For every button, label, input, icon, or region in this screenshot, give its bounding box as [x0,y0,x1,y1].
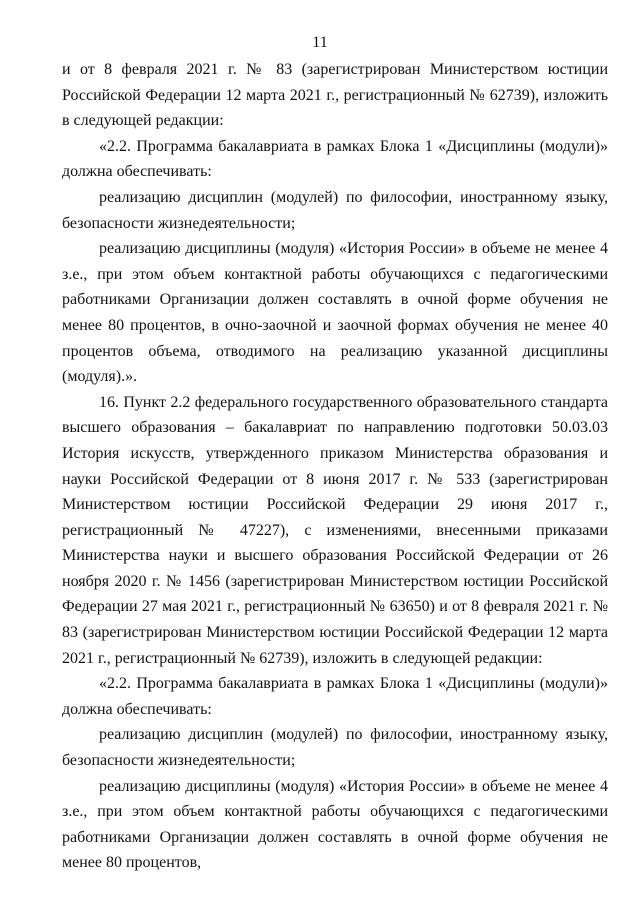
paragraph-history-russia-second: реализацию дисциплины (модуля) «История России» в объеме не менее 4 з.е., при этом объем контактной работы обучающихся с педагогическими работниками Организации должен составлять в очной форме обучения не менее 80 процентов, [62,777,608,872]
paragraph-item-16: 16. Пункт 2.2 федерального государственного образовательного стандарта высшего образования – бакалавриат по направлению подготовки 50.03.03 История искусств, утвержденного приказом Министерства образования и науки Российской Федерации от 8 июня 2017 г. № 533 (зарегистрирован Министерством юстиции Российской Федерации 29 июня 2017 г., регистрационный № 47227), с изменениями, внесенными приказами Министерства науки и высшего образования Российской Федерации от 26 ноября 2020 г. № 1456 (зарегистрирован Министерством юстиции Российской Федерации 27 мая 2021 г., регистрационный № 63650) и от 8 февраля 2021 г. № 83 (зарегистрирован Министерством юстиции Российской Федерации 12 марта 2021 г., регистрационный № 62739), изложить в следующей редакции: [62,393,608,667]
paragraph-quote-2-2: «2.2. Программа бакалавриата в рамках Блока 1 «Дисциплины (модули)» должна обеспечивать: [62,137,608,181]
document-body [62,57,608,876]
paragraph-history-russia: реализацию дисциплины (модуля) «История России» в объеме не менее 4 з.е., при этом объем контактной работы обучающихся с педагогическими работниками Организации должен составлять в очной форме обучения не менее 80 процентов, в очно-заочной и заочной формах обучения не менее 40 процентов объема, отводимого на реализацию указанной дисциплины (модуля).». [62,240,608,386]
paragraph-quote-2-2-second: «2.2. Программа бакалавриата в рамках Блока 1 «Дисциплины (модули)» должна обеспечивать: [62,675,608,718]
paragraph-disciplines: реализацию дисциплин (модулей) по философии, иностранному языку, безопасности жизнедеятельности; [62,188,608,232]
paragraph-disciplines-second: реализацию дисциплин (модулей) по философии, иностранному языку, безопасности жизнедеятельности; [62,726,608,770]
paragraph-continuation: и от 8 февраля 2021 г. № 83 (зарегистрирован Министерством юстиции Российской Федерации 12 марта 2021 г., регистрационный № 62739), изложить в следующей редакции: [62,61,608,130]
page-number: 11 [312,34,328,51]
